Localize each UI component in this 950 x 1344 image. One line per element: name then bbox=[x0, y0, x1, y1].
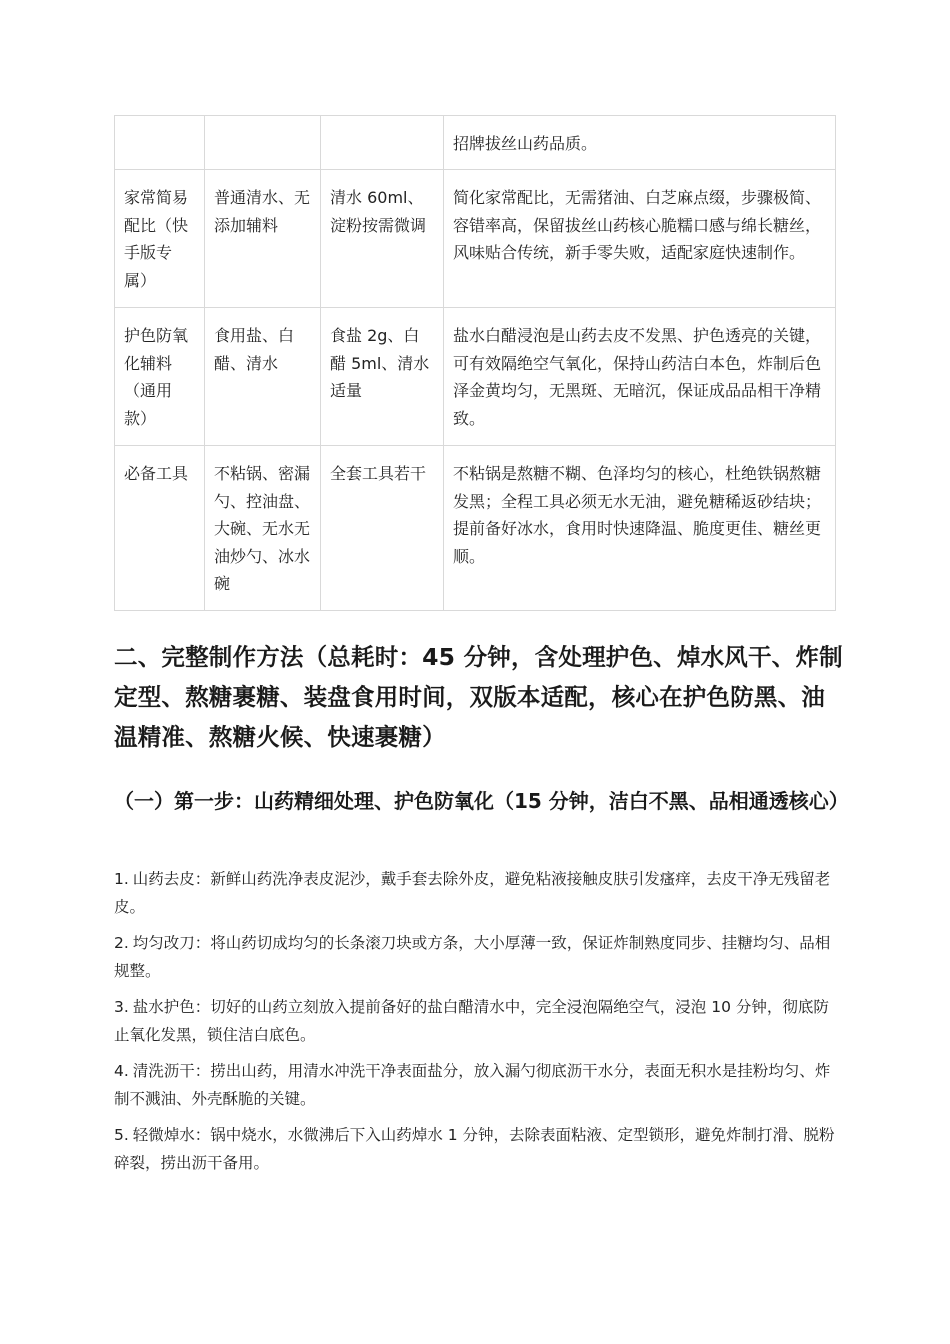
list-item bbox=[114, 930, 836, 985]
list-item bbox=[114, 866, 836, 921]
step-text: 盐水护色：切好的山药立刻放入提前备好的盐白醋清水中，完全浸泡隔绝空气，浸泡 10 分钟，彻底防止氧化发黑，锁住洁白底色。 bbox=[114, 998, 829, 1044]
step-number: 5. bbox=[114, 1126, 129, 1144]
ingredients-table bbox=[114, 115, 836, 611]
step-number: 3. bbox=[114, 998, 129, 1016]
step-number: 4. bbox=[114, 1062, 129, 1080]
table-cell-notes: 不粘锅是熬糖不糊、色泽均匀的核心，杜绝铁锅熬糖发黑；全程工具必须无水无油，避免糖稀返砂结块；提前备好冰水，食用时快速降温、脆度更佳、糖丝更顺。 bbox=[444, 446, 836, 611]
table-row bbox=[115, 446, 836, 611]
step-number: 1. bbox=[114, 870, 129, 888]
table-cell-amount: 食盐 2g、白醋 5ml、清水适量 bbox=[321, 308, 444, 446]
table-cell-amount: 清水 60ml、淀粉按需微调 bbox=[321, 170, 444, 308]
table-cell-item: 必备工具 bbox=[115, 446, 205, 611]
table-cell-amount: 全套工具若干 bbox=[321, 446, 444, 611]
table-cell-item bbox=[115, 116, 205, 170]
step-text: 轻微焯水：锅中烧水，水微沸后下入山药焯水 1 分钟，去除表面粘液、定型锁形，避免炸制打滑、脱粉碎裂，捞出沥干备用。 bbox=[114, 1126, 835, 1172]
section-heading: 二、完整制作方法（总耗时：45 分钟，含处理护色、焯水风干、炸制定型、熬糖裹糖、装盘食用时间，双版本适配，核心在护色防黑、油温精准、熬糖火候、快速裹糖） bbox=[114, 643, 843, 751]
table-cell-notes: 盐水白醋浸泡是山药去皮不发黑、护色透亮的关键，可有效隔绝空气氧化，保持山药洁白本色，炸制后色泽金黄均匀，无黑斑、无暗沉，保证成品品相干净精致。 bbox=[444, 308, 836, 446]
step-heading: （一）第一步：山药精细处理、护色防氧化（15 分钟，洁白不黑、品相通透核心） bbox=[114, 789, 849, 813]
step-number: 2. bbox=[114, 934, 129, 952]
list-item bbox=[114, 1058, 836, 1113]
list-item bbox=[114, 1122, 836, 1177]
table-cell-notes: 简化家常配比，无需猪油、白芝麻点缀，步骤极简、容错率高，保留拔丝山药核心脆糯口感与绵长糖丝，风味贴合传统，新手零失败，适配家庭快速制作。 bbox=[444, 170, 836, 308]
table-cell-ingredients: 普通清水、无添加辅料 bbox=[205, 170, 321, 308]
table-cell-item: 护色防氧化辅料（通用款） bbox=[115, 308, 205, 446]
step-text: 清洗沥干：捞出山药，用清水冲洗干净表面盐分，放入漏勺彻底沥干水分，表面无积水是挂粉均匀、炸制不溅油、外壳酥脆的关键。 bbox=[114, 1062, 831, 1108]
table-cell-ingredients: 食用盐、白醋、清水 bbox=[205, 308, 321, 446]
step-text: 均匀改刀：将山药切成均匀的长条滚刀块或方条，大小厚薄一致，保证炸制熟度同步、挂糖均匀、品相规整。 bbox=[114, 934, 831, 980]
table-cell-amount bbox=[321, 116, 444, 170]
table-cell-notes: 招牌拔丝山药品质。 bbox=[444, 116, 836, 170]
table-row bbox=[115, 170, 836, 308]
step-list bbox=[114, 866, 836, 1186]
table-row bbox=[115, 308, 836, 446]
table-row bbox=[115, 116, 836, 170]
table-cell-ingredients: 不粘锅、密漏勺、控油盘、大碗、无水无油炒勺、冰水碗 bbox=[205, 446, 321, 611]
table-cell-item: 家常简易配比（快手版专属） bbox=[115, 170, 205, 308]
list-item bbox=[114, 994, 836, 1049]
step-text: 山药去皮：新鲜山药洗净表皮泥沙，戴手套去除外皮，避免粘液接触皮肤引发瘙痒，去皮干净无残留老皮。 bbox=[114, 870, 831, 916]
table-cell-ingredients bbox=[205, 116, 321, 170]
